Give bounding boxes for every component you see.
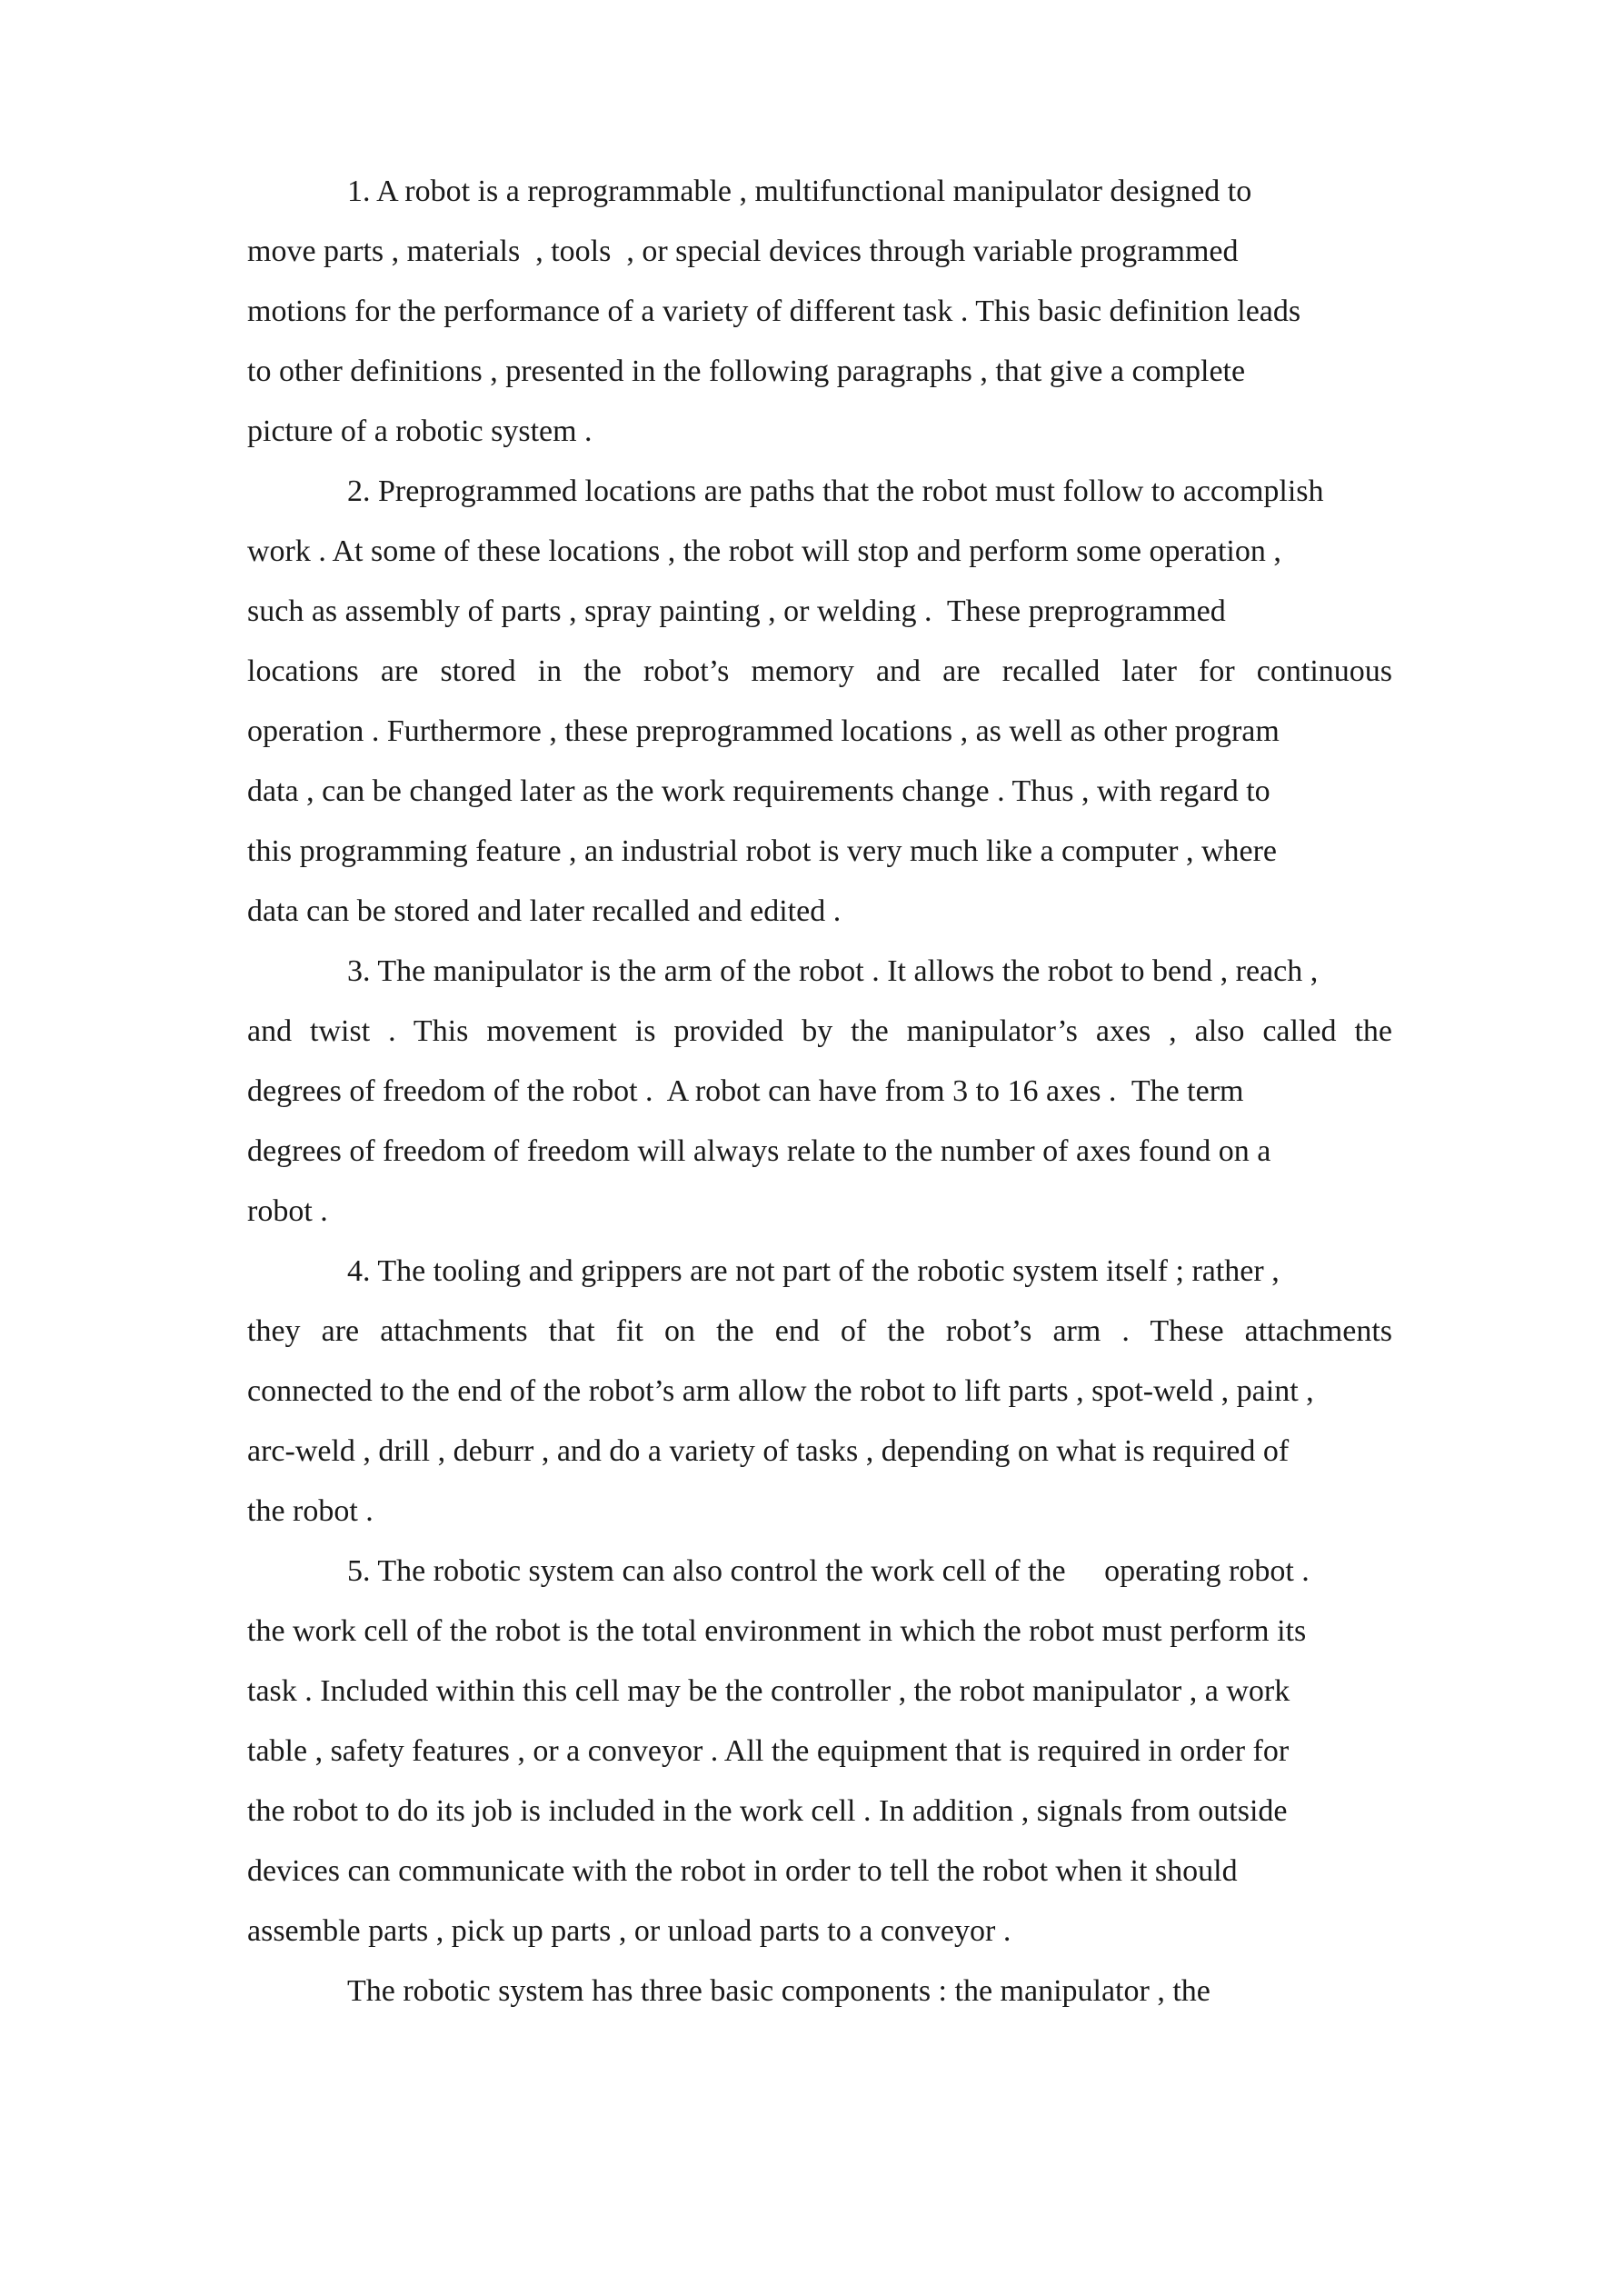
text-line: work . At some of these locations , the robot will stop and perform some operation , bbox=[247, 534, 1281, 568]
text-line: to other definitions , presented in the following paragraphs , that give a complete bbox=[247, 354, 1246, 388]
text-line: assemble parts , pick up parts , or unload parts to a conveyor . bbox=[247, 1914, 1011, 1948]
text-line: arc-weld , drill , deburr , and do a variety of tasks , depending on what is required of bbox=[247, 1434, 1290, 1468]
text-line: such as assembly of parts , spray painting , or welding . These preprogrammed bbox=[247, 594, 1226, 628]
text-line: 1. A robot is a reprogrammable , multifunctional manipulator designed to bbox=[347, 175, 1252, 208]
text-line: 4. The tooling and grippers are not part of the robotic system itself ; rather , bbox=[347, 1254, 1280, 1288]
text-line: The robotic system has three basic components : the manipulator , the bbox=[347, 1974, 1211, 2008]
text-line: locations are stored in the robot’s memory and are recalled later for continuous bbox=[247, 654, 1392, 688]
text-line: task . Included within this cell may be the controller , the robot manipulator , a work bbox=[247, 1674, 1290, 1708]
text-line: this programming feature , an industrial robot is very much like a computer , where bbox=[247, 834, 1278, 868]
text-line: data can be stored and later recalled and edited . bbox=[247, 894, 842, 928]
text-line: 2. Preprogrammed locations are paths that the robot must follow to accomplish bbox=[347, 474, 1324, 508]
text-line: devices can communicate with the robot in order to tell the robot when it should bbox=[247, 1854, 1238, 1888]
text-line: degrees of freedom of the robot . A robot can have from 3 to 16 axes . The term bbox=[247, 1074, 1244, 1108]
text-line: the robot . bbox=[247, 1494, 374, 1528]
text-line: the work cell of the robot is the total environment in which the robot must perform its bbox=[247, 1614, 1307, 1648]
text-line: 3. The manipulator is the arm of the robot . It allows the robot to bend , reach , bbox=[347, 954, 1319, 988]
text-line: robot . bbox=[247, 1194, 328, 1228]
text-line: move parts , materials , tools , or special devices through variable programmed bbox=[247, 235, 1239, 268]
text-line: table , safety features , or a conveyor . All the equipment that is required in order for bbox=[247, 1734, 1290, 1768]
text-line: picture of a robotic system . bbox=[247, 414, 593, 448]
text-line: 5. The robotic system can also control the work cell of the operating robot . bbox=[347, 1554, 1310, 1588]
text-line: the robot to do its job is included in the work cell . In addition , signals from outside bbox=[247, 1794, 1288, 1828]
text-line: degrees of freedom of freedom will always relate to the number of axes found on a bbox=[247, 1134, 1271, 1168]
text-line: data , can be changed later as the work requirements change . Thus , with regard to bbox=[247, 774, 1270, 808]
text-line: and twist . This movement is provided by the manipulator’s axes , also called the bbox=[247, 1014, 1392, 1048]
text-line: they are attachments that fit on the end of the robot’s arm . These attachments bbox=[247, 1314, 1392, 1348]
text-line: motions for the performance of a variety of different task . This basic definition leads bbox=[247, 294, 1301, 328]
text-line: connected to the end of the robot’s arm allow the robot to lift parts , spot-weld , paint , bbox=[247, 1374, 1314, 1408]
text-line: operation . Furthermore , these preprogrammed locations , as well as other program bbox=[247, 714, 1280, 748]
